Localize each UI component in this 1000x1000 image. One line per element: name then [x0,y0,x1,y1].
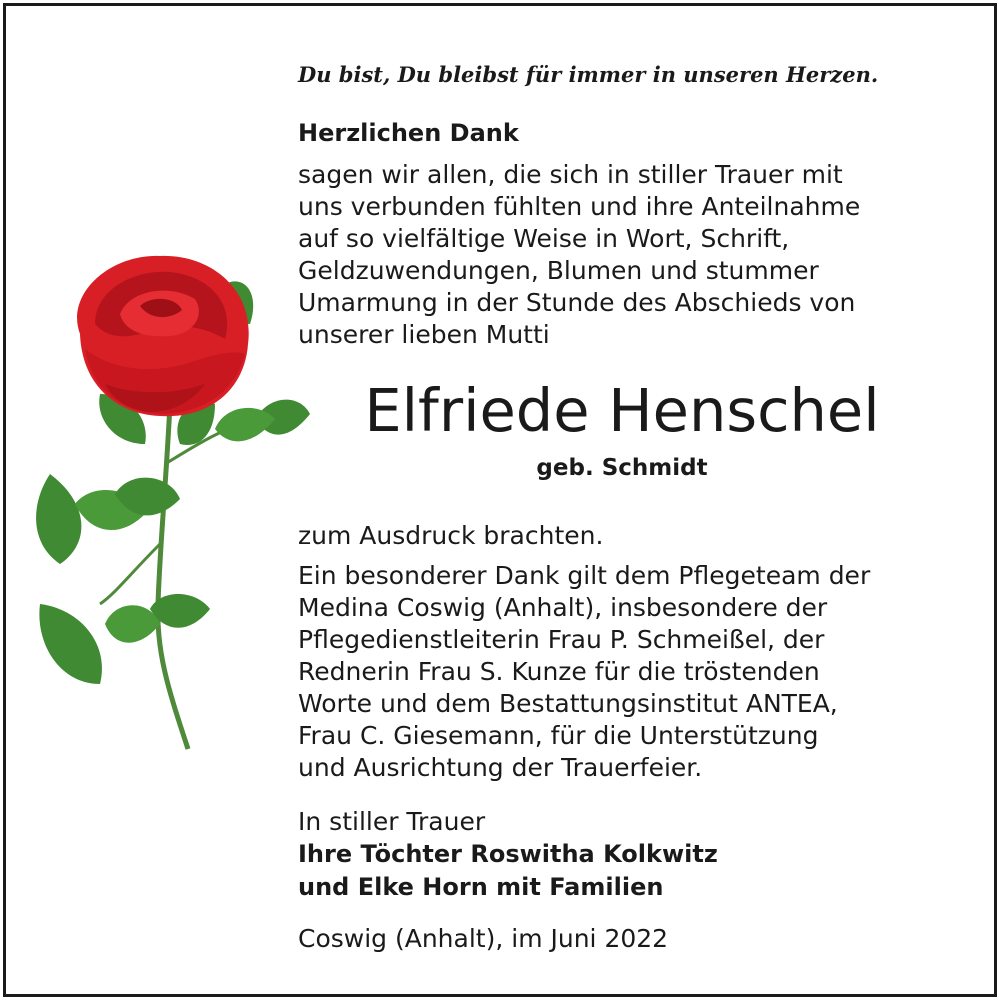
paragraph-line: auf so vielfältige Weise in Wort, Schrift, [298,224,790,253]
paragraph-line: Worte und dem Bestattungsinstitut ANTEA, [298,689,838,718]
paragraph-line: Medina Coswig (Anhalt), insbesondere der [298,593,828,622]
signers [298,838,718,904]
heading-thanks: Herzlichen Dank [298,119,519,147]
paragraph-expression: zum Ausdruck brachten. [298,521,604,550]
paragraph-line: uns verbunden fühlten und ihre Anteilnahme [298,192,861,221]
red-rose-image [20,244,320,754]
paragraph-line: und Ausrichtung der Trauerfeier. [298,753,703,782]
obituary-frame [3,3,997,997]
signer-line: und Elke Horn mit Familien [298,873,664,901]
paragraph-line: Rednerin Frau S. Kunze für die tröstenden [298,657,820,686]
deceased-name: Elfriede Henschel [364,376,880,445]
paragraph-special-thanks [298,560,870,784]
maiden-name: geb. Schmidt [536,455,708,481]
mourning-line: In stiller Trauer [298,807,486,836]
paragraph-line: Pflegedienstleiterin Frau P. Schmeißel, der [298,625,825,654]
paragraph-line: sagen wir allen, die sich in stiller Trauer mit [298,160,843,189]
place-date: Coswig (Anhalt), im Juni 2022 [298,924,669,953]
paragraph-line: Umarmung in der Stunde des Abschieds von [298,288,856,317]
paragraph-line: unserer lieben Mutti [298,320,550,349]
paragraph-line: Ein besonderer Dank gilt dem Pflegeteam der [298,561,871,590]
paragraph-line: Geldzuwendungen, Blumen und stummer [298,256,819,285]
paragraph-line: Frau C. Giesemann, für die Unterstützung [298,721,819,750]
motto: Du bist, Du bleibst für immer in unseren Herzen. [298,62,879,87]
paragraph-thanks [298,159,860,351]
signer-line: Ihre Töchter Roswitha Kolkwitz [298,840,718,868]
